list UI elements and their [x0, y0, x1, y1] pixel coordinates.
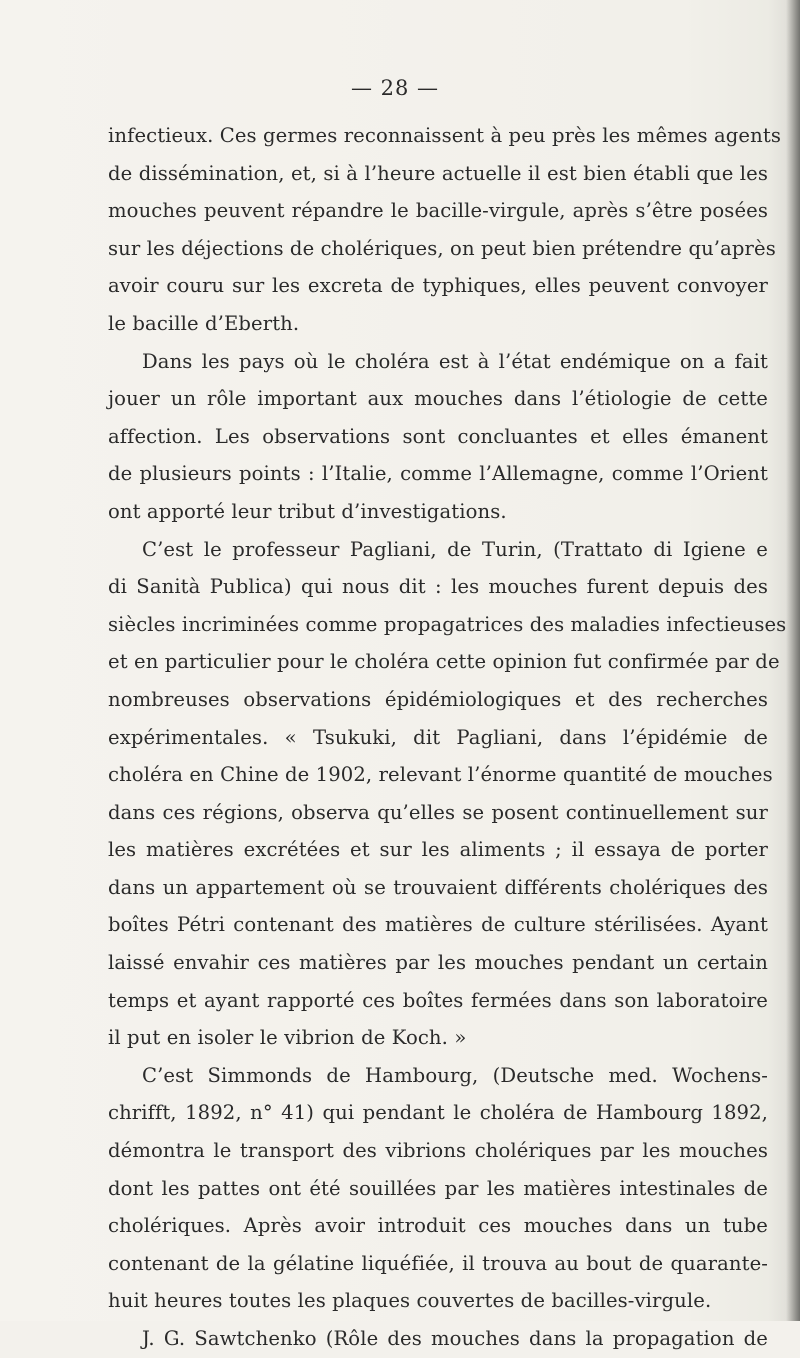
text-line: de dissémination, et, si à l’heure actuelle il est bien établi que les — [108, 161, 768, 185]
text-line: huit heures toutes les plaques couvertes de bacilles-virgule. — [108, 1289, 712, 1313]
text-line: contenant de la gélatine liquéfiée, il trouva au bout de quarante- — [108, 1251, 768, 1275]
text-line: sur les déjections de cholériques, on peut bien prétendre qu’après — [108, 236, 776, 260]
text-line: chrifft, 1892, n° 41) qui pendant le choléra de Hambourg 1892, — [108, 1101, 768, 1125]
text-line: temps et ayant rapporté ces boîtes fermées dans son laboratoire — [108, 988, 768, 1012]
text-line: affection. Les observations sont concluantes et elles émanent — [108, 424, 768, 448]
page-binding-edge — [786, 0, 800, 1321]
text-line: jouer un rôle important aux mouches dans l’étiologie de cette — [108, 387, 768, 411]
text-line: et en particulier pour le choléra cette opinion fut confirmée par de — [108, 650, 780, 674]
text-line: nombreuses observations épidémiologiques et des recherches — [108, 687, 768, 711]
text-line: Dans les pays où le choléra est à l’état endémique on a fait — [142, 349, 768, 373]
text-line: dont les pattes ont été souillées par les matières intestinales de — [108, 1176, 768, 1200]
text-line: les matières excrétées et sur les aliments ; il essaya de porter — [108, 838, 768, 862]
text-line: di Sanità Publica) qui nous dit : les mouches furent depuis des — [108, 575, 768, 599]
text-line: démontra le transport des vibrions cholériques par les mouches — [108, 1139, 768, 1163]
text-line: siècles incriminées comme propagatrices des maladies infectieuses — [108, 612, 787, 636]
body-text — [108, 117, 787, 1358]
text-line: boîtes Pétri contenant des matières de culture stérilisées. Ayant — [108, 913, 768, 937]
text-line: ont apporté leur tribut d’investigations. — [108, 499, 507, 523]
text-line: le bacille d’Eberth. — [108, 311, 300, 335]
text-line: avoir couru sur les excreta de typhiques, elles peuvent convoyer — [108, 274, 768, 298]
text-line: mouches peuvent répandre le bacille-virgule, après s’être posées — [108, 199, 768, 223]
text-line: cholériques. Après avoir introduit ces mouches dans un tube — [108, 1214, 768, 1238]
page-number: — 28 — — [350, 76, 440, 100]
text-line: il put en isoler le vibrion de Koch. » — [108, 1026, 467, 1050]
text-line: C’est le professeur Pagliani, de Turin, (Trattato di Igiene e — [142, 537, 768, 561]
text-line: expérimentales. « Tsukuki, dit Pagliani, dans l’épidémie de — [108, 725, 768, 749]
text-line: J. G. Sawtchenko (Rôle des mouches dans la propagation de — [142, 1327, 768, 1350]
text-line: de plusieurs points : l’Italie, comme l’Allemagne, comme l’Orient — [108, 462, 768, 486]
text-line: dans un appartement où se trouvaient différents cholériques des — [108, 875, 768, 899]
text-line: laissé envahir ces matières par les mouches pendant un certain — [108, 951, 768, 975]
text-line: choléra en Chine de 1902, relevant l’énorme quantité de mouches — [108, 763, 773, 787]
text-line: infectieux. Ces germes reconnaissent à peu près les mêmes agents — [108, 124, 781, 147]
text-line: dans ces régions, observa qu’elles se posent continuellement sur — [108, 800, 768, 824]
text-line: C’est Simmonds de Hambourg, (Deutsche med. Wochens- — [142, 1063, 768, 1087]
